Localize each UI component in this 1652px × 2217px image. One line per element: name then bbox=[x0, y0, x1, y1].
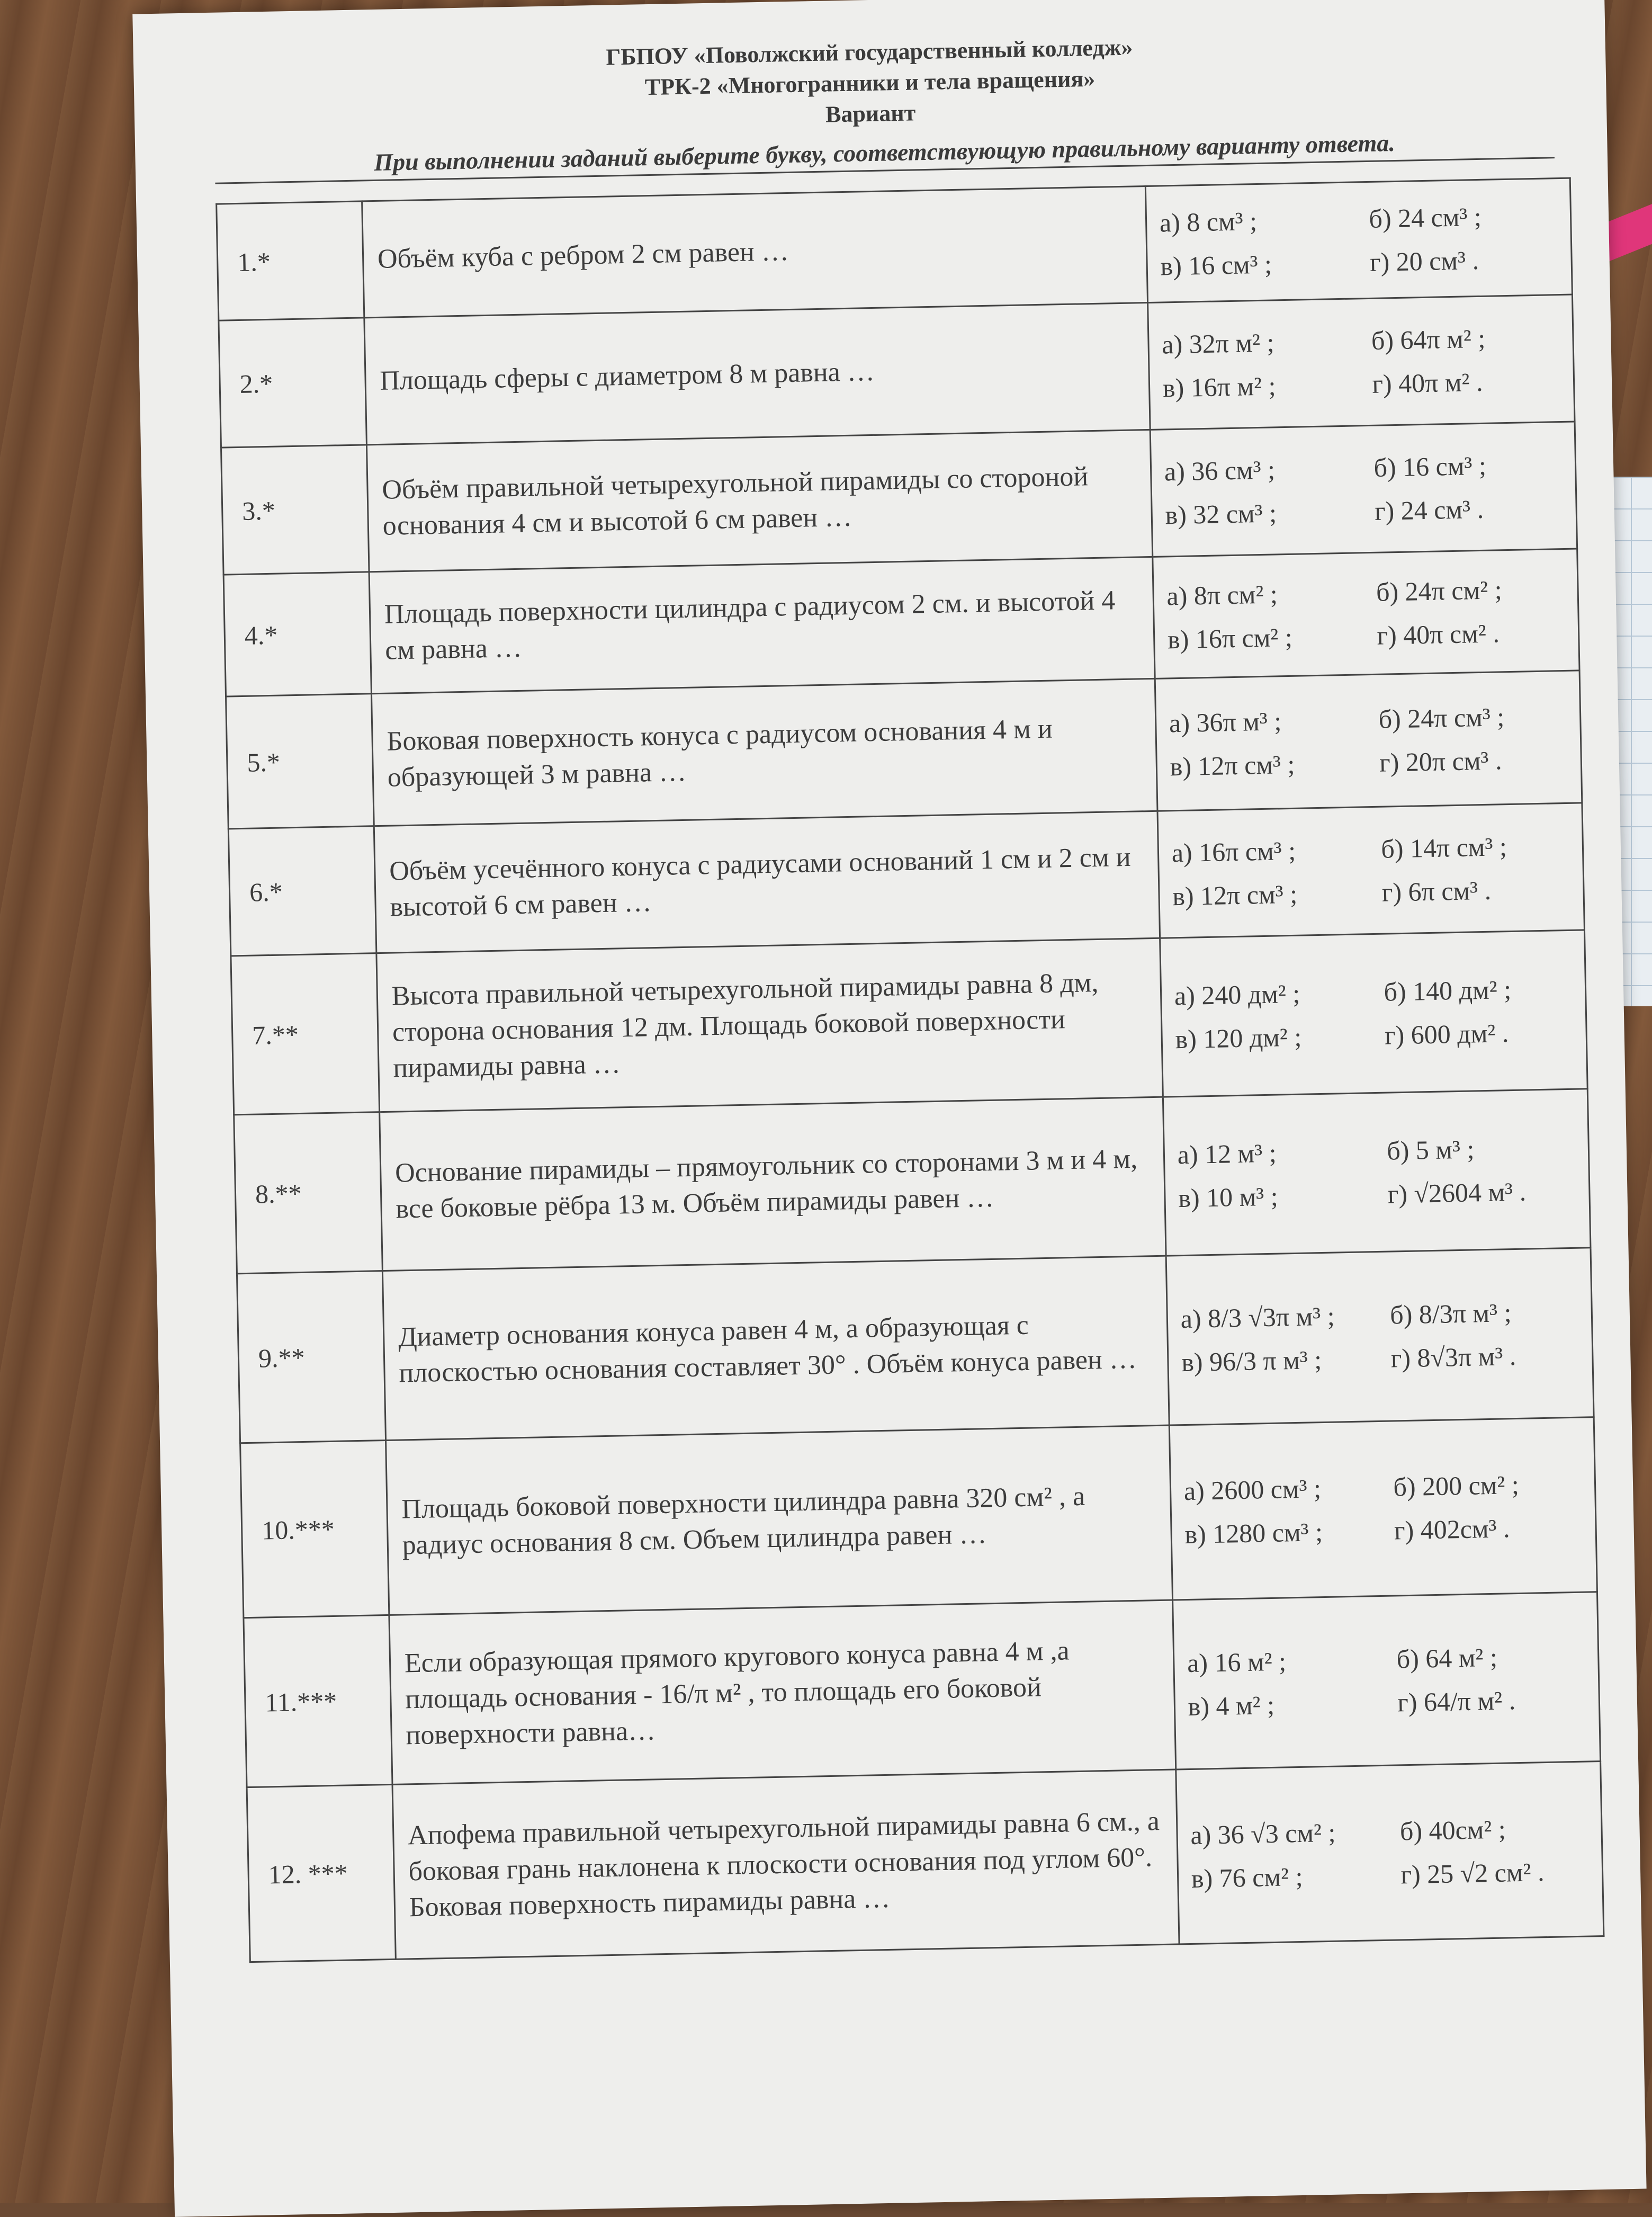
answer-c: в) 32 см³ ; bbox=[1164, 497, 1277, 530]
task-answers bbox=[1176, 1762, 1604, 1944]
task-answers bbox=[1157, 803, 1585, 938]
test-title: ТРК-2 «Многогранники и тела вращения» bbox=[644, 65, 1096, 101]
task-question: Апофема правильной четырехугольной пирамиды равна 6 см., а боковая грань наклонена к плоскости основания под углом 60°. Боковая поверхность пирамиды равна … bbox=[392, 1769, 1179, 1959]
task-question: Диаметр основания конуса равен 4 м, а образующая с плоскостью основания составляет 30° . Объём конуса равен … bbox=[382, 1256, 1169, 1440]
answer-d: г) 40π м² . bbox=[1371, 366, 1484, 399]
answer-a: а) 36 см³ ; bbox=[1164, 454, 1276, 486]
answer-a: а) 8 см³ ; bbox=[1159, 205, 1258, 238]
answer-b: б) 24π см³ ; bbox=[1378, 701, 1505, 734]
answer-b: б) 8/3π м³ ; bbox=[1389, 1297, 1512, 1330]
answer-b: б) 140 дм² ; bbox=[1383, 974, 1512, 1007]
sheet-header bbox=[132, 0, 1606, 144]
task-question: Если образующая прямого кругового конуса равна 4 м ,а площадь основания - 16/π м² , то площадь его боковой поверхности равна… bbox=[389, 1600, 1176, 1784]
task-answers bbox=[1145, 178, 1572, 302]
tasks-body bbox=[217, 178, 1604, 1962]
answer-b: б) 40см² ; bbox=[1399, 1814, 1506, 1846]
task-question: Площадь поверхности цилиндра с радиусом 2 см. и высотой 4 см равна … bbox=[369, 557, 1155, 693]
task-row bbox=[219, 294, 1575, 448]
task-number: 10.*** bbox=[240, 1441, 389, 1618]
answer-c: в) 96/3 π м³ ; bbox=[1181, 1344, 1322, 1377]
answer-a: а) 36 √3 см² ; bbox=[1190, 1817, 1336, 1850]
task-row bbox=[237, 1248, 1594, 1443]
answer-c: в) 16π м² ; bbox=[1162, 370, 1276, 403]
answer-d: г) 20 см³ . bbox=[1369, 245, 1479, 277]
answer-d: г) 6π см³ . bbox=[1381, 875, 1492, 907]
task-answers bbox=[1147, 294, 1575, 430]
answer-d: г) 8√3π м³ . bbox=[1390, 1340, 1516, 1373]
task-answers bbox=[1166, 1248, 1594, 1425]
answer-d: г) 40π см² . bbox=[1377, 618, 1500, 650]
answer-b: б) 5 м³ ; bbox=[1386, 1133, 1475, 1166]
task-answers bbox=[1150, 422, 1577, 557]
answer-c: в) 12π см³ ; bbox=[1170, 749, 1295, 781]
task-number: 8.** bbox=[234, 1112, 383, 1274]
answer-d: г) 402см³ . bbox=[1394, 1513, 1511, 1545]
task-number: 7.** bbox=[231, 953, 380, 1115]
college-name: ГБПОУ «Поволжский государственный колледж» bbox=[605, 34, 1133, 70]
task-number: 11.*** bbox=[244, 1615, 392, 1787]
instruction: При выполнении заданий выберите букву, соответствующую правильному варианту ответа. bbox=[214, 126, 1555, 184]
task-question: Площадь боковой поверхности цилиндра равна 320 см² , а радиус основания 8 см. Объем цилиндра равен … bbox=[385, 1425, 1172, 1615]
answer-c: в) 10 м³ ; bbox=[1178, 1181, 1279, 1213]
task-row bbox=[226, 671, 1582, 829]
task-question: Площадь сферы с диаметром 8 м равна … bbox=[364, 302, 1150, 444]
task-number: 4.* bbox=[223, 572, 371, 696]
task-question: Боковая поверхность конуса с радиусом основания 4 м и образующей 3 м равна … bbox=[371, 678, 1157, 826]
answer-d: г) √2604 м³ . bbox=[1387, 1176, 1527, 1209]
answer-b: б) 14π см³ ; bbox=[1380, 831, 1507, 864]
answer-d: г) 25 √2 см² . bbox=[1400, 1856, 1545, 1889]
task-question: Основание пирамиды – прямоугольник со сторонами 3 м и 4 м, все боковые рёбра 13 м. Объём пирамиды равен … bbox=[379, 1097, 1165, 1271]
task-number: 6.* bbox=[228, 826, 376, 956]
answer-c: в) 120 дм² ; bbox=[1174, 1022, 1302, 1054]
task-row bbox=[221, 422, 1577, 575]
answer-a: а) 8π см² ; bbox=[1166, 578, 1278, 611]
answer-c: в) 4 м² ; bbox=[1188, 1689, 1275, 1721]
answer-d: г) 64/π м² . bbox=[1397, 1685, 1516, 1717]
task-answers bbox=[1163, 1089, 1591, 1256]
answer-b: б) 200 см² ; bbox=[1393, 1469, 1520, 1501]
answer-b: б) 24π см² ; bbox=[1376, 574, 1503, 607]
task-number: 9.** bbox=[237, 1271, 385, 1443]
answer-a: а) 36π м³ ; bbox=[1169, 705, 1282, 738]
task-answers bbox=[1155, 671, 1582, 811]
answer-d: г) 24 см³ . bbox=[1374, 494, 1484, 526]
task-answers bbox=[1172, 1592, 1600, 1769]
answer-a: а) 8/3 √3π м³ ; bbox=[1180, 1301, 1335, 1334]
answer-b: б) 24 см³ ; bbox=[1368, 201, 1482, 234]
task-question: Объём правильной четырехугольной пирамиды со стороной основания 4 см и высотой 6 см равен … bbox=[366, 430, 1152, 571]
answer-a: а) 32π м² ; bbox=[1161, 327, 1274, 359]
tasks-table bbox=[216, 177, 1604, 1963]
answer-a: а) 16 м² ; bbox=[1187, 1646, 1287, 1678]
variant-label: Вариант bbox=[825, 100, 916, 128]
answer-c: в) 76 см² ; bbox=[1191, 1861, 1303, 1893]
task-row bbox=[244, 1592, 1601, 1787]
answer-d: г) 20π см³ . bbox=[1379, 745, 1502, 777]
task-number: 2.* bbox=[219, 318, 366, 448]
test-sheet bbox=[132, 0, 1646, 2217]
answer-c: в) 16 см³ ; bbox=[1160, 248, 1272, 281]
task-row bbox=[240, 1417, 1597, 1618]
answer-d: г) 600 дм² . bbox=[1384, 1017, 1509, 1050]
answer-b: б) 64 м² ; bbox=[1396, 1642, 1498, 1674]
task-row bbox=[228, 803, 1584, 956]
task-question: Объём куба с ребром 2 см равен … bbox=[362, 186, 1147, 318]
task-row bbox=[231, 930, 1587, 1115]
task-question: Высота правильной четырехугольной пирамиды равна 8 дм, сторона основания 12 дм. Площадь боковой поверхности пирамиды равна … bbox=[376, 938, 1163, 1112]
task-number: 1.* bbox=[217, 201, 364, 320]
answer-c: в) 12π см³ ; bbox=[1172, 879, 1298, 911]
task-answers bbox=[1160, 930, 1587, 1097]
answer-b: б) 16 см³ ; bbox=[1373, 450, 1487, 482]
task-row bbox=[234, 1089, 1591, 1274]
task-question: Объём усечённого конуса с радиусами оснований 1 см и 2 см и высотой 6 см равен … bbox=[374, 811, 1160, 953]
task-answers bbox=[1169, 1417, 1597, 1600]
answer-a: а) 12 м³ ; bbox=[1177, 1138, 1277, 1169]
answer-a: а) 240 дм² ; bbox=[1174, 978, 1300, 1011]
answer-a: а) 16π см³ ; bbox=[1171, 835, 1296, 868]
task-row bbox=[247, 1762, 1604, 1962]
task-number: 12. *** bbox=[247, 1784, 396, 1962]
answer-a: а) 2600 см³ ; bbox=[1183, 1473, 1322, 1506]
task-number: 5.* bbox=[226, 694, 374, 829]
task-answers bbox=[1153, 549, 1580, 678]
answer-c: в) 16π см² ; bbox=[1167, 622, 1293, 654]
answer-c: в) 1280 см³ ; bbox=[1184, 1516, 1323, 1549]
task-number: 3.* bbox=[221, 445, 369, 575]
answer-b: б) 64π м² ; bbox=[1371, 323, 1486, 355]
